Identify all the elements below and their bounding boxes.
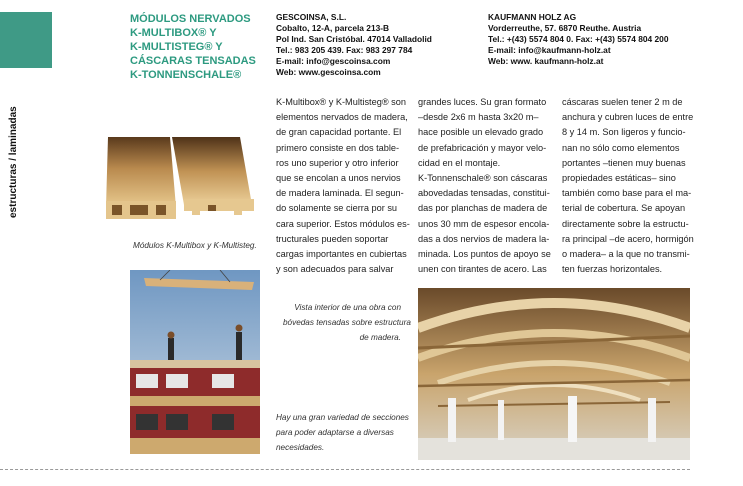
caption-line: Hay una gran variedad de secciones [276, 413, 409, 422]
caption-line: Módulos K-Multibox y K-Multisteg. [133, 241, 257, 250]
web-line[interactable]: Web: www. kaufmann-holz.at [488, 56, 604, 66]
text-line: anchura y cubren luces de entre [562, 112, 694, 123]
text-line: y son adecuados para salvar [276, 264, 394, 275]
body-column-2 [418, 95, 553, 277]
email-line[interactable]: E-mail: info@kaufmann-holz.at [488, 45, 611, 55]
text-line: de gran capacidad portante. El [276, 127, 402, 138]
text-line: K-Tonnenschale® son cáscaras [418, 173, 548, 184]
text-line: unos 30 mm de espesor encola- [418, 218, 550, 229]
text-line: cáscaras suelen tener 2 m de [562, 97, 683, 107]
body-column-3 [562, 95, 697, 277]
text-line: unen con tirantes de acero. Las [418, 264, 547, 275]
web-line[interactable]: Web: www.gescoinsa.com [276, 67, 381, 77]
accent-block [0, 12, 52, 68]
text-line: propiedades estáticas– sino [562, 173, 676, 184]
text-line: o madera– a la que no transmi- [562, 249, 690, 260]
text-line: ra principal –de acero, hormigón [562, 233, 694, 244]
text-line: das por planchas de madera de [418, 203, 548, 214]
text-line: tructurales pueden soportar [276, 233, 389, 244]
text-line: abovedadas tensadas, constitui- [418, 188, 550, 199]
text-line: do solamente se cierra por su [276, 203, 398, 214]
construction-photo [130, 270, 260, 454]
section-side-label: estructuras / laminadas [8, 106, 19, 218]
text-line: K-Multibox® y K-Multisteg® son [276, 97, 406, 107]
text-line: cara superior. Estos módulos es- [276, 218, 410, 229]
text-line: grandes luces. Su gran formato [418, 97, 547, 107]
title-line: K-TONNENSCHALE® [130, 69, 242, 81]
caption-line: para poder adaptarse a diversas [276, 428, 394, 437]
article-title [130, 12, 270, 82]
title-line: CÁSCARAS TENSADAS [130, 55, 256, 67]
text-line: elementos nervados de madera, [276, 112, 408, 123]
text-line: nan no sólo como elementos [562, 142, 680, 153]
text-line: que se encolan a unos nervios [276, 173, 401, 184]
email-line[interactable]: E-mail: info@gescoinsa.com [276, 56, 391, 66]
company-name: KAUFMANN HOLZ AG [488, 12, 577, 22]
caption-line: bóvedas tensadas sobre estructura [283, 318, 411, 327]
sections-caption [276, 410, 411, 455]
text-line: de prefabricación y mayor velo- [418, 142, 547, 153]
text-line: directamente sobre la estructu- [562, 218, 689, 229]
caption-line: de madera. [359, 333, 401, 342]
footer-divider [0, 469, 690, 470]
title-line: K-MULTIBOX® Y [130, 27, 217, 39]
address-line: Vorderreuthe, 57. 6870 Reuthe. Austria [488, 23, 642, 33]
text-line: cargas importantes en cubiertas [276, 249, 407, 260]
address-line: Pol Ind. San Cristóbal. 47014 Valladolid [276, 34, 432, 44]
title-line: MÓDULOS NERVADOS [130, 13, 251, 25]
text-line: minada. Los puntos de apoyo se [418, 249, 551, 260]
phone-line: Tel.: 983 205 439. Fax: 983 297 784 [276, 45, 413, 55]
text-line: cidad en el montaje. [418, 157, 501, 168]
caption-line: Vista interior de una obra con [294, 303, 401, 312]
vaulted-hall-photo [418, 288, 690, 460]
body-column-1 [276, 95, 409, 277]
text-line: das a dos nervios de madera la- [418, 233, 550, 244]
contact-gescoinsa [276, 12, 476, 78]
interior-caption [283, 300, 411, 345]
text-line: portantes –tienen muy buenas [562, 157, 686, 168]
text-line: terial de cobertura. Se apoyan [562, 203, 686, 214]
text-line: 8 y 14 m. Son ligeros y funcio- [562, 127, 686, 138]
caption-line: necesidades. [276, 443, 325, 452]
text-line: ten fuerzas horizontales. [562, 264, 663, 275]
text-line: hace posible un elevado grado [418, 127, 544, 138]
modules-photo [100, 135, 260, 223]
contact-kaufmann [488, 12, 738, 67]
text-line: –desde 2x6 m hasta 3x20 m– [418, 112, 539, 123]
title-line: K-MULTISTEG® Y [130, 41, 223, 53]
text-line: ros uno superior y otro inferior [276, 157, 399, 168]
phone-line: Tel.: +(43) 5574 804 0. Fax: +(43) 5574 804 200 [488, 34, 669, 44]
modules-caption [133, 238, 257, 253]
text-line: también como base para el ma- [562, 188, 692, 199]
address-line: Cobalto, 12-A, parcela 213-B [276, 23, 390, 33]
text-line: primero consiste en dos table- [276, 142, 400, 153]
company-name: GESCOINSA, S.L. [276, 12, 347, 22]
text-line: de madera laminada. El segun- [276, 188, 404, 199]
